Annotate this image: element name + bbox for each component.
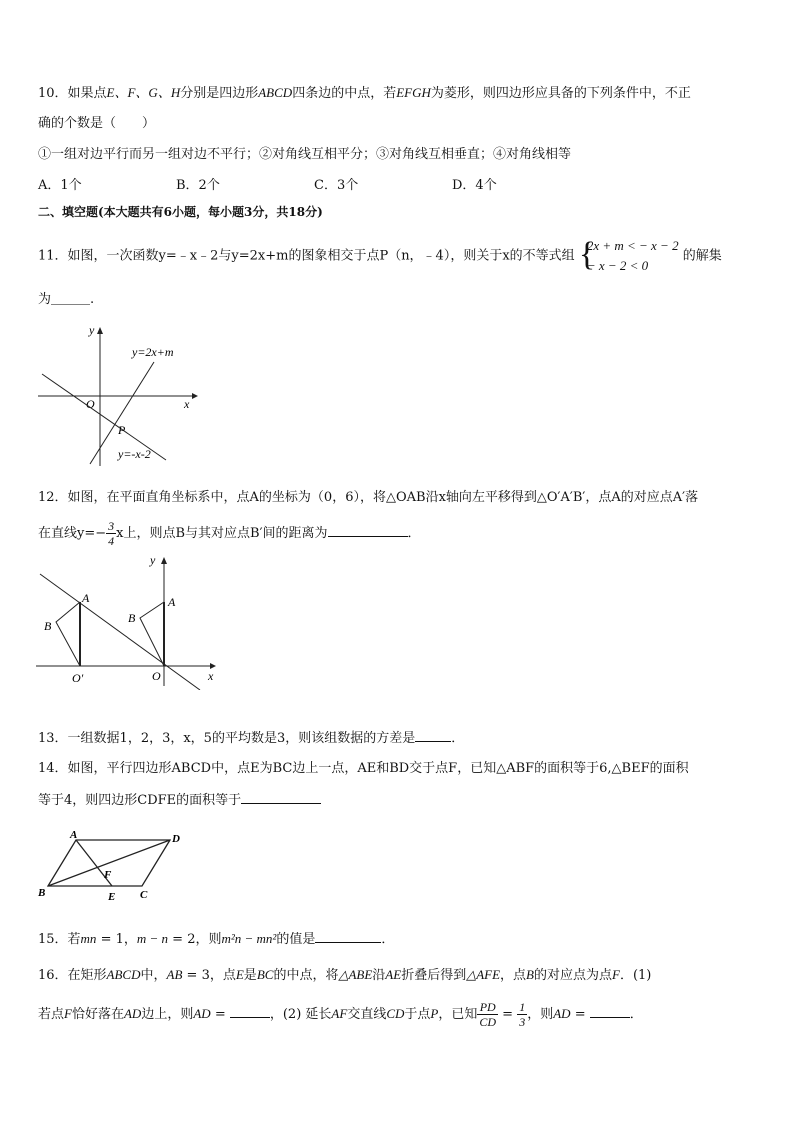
- q14-line1: 14．如图，平行四边形ABCD中，点E为BC边上一点，AE和BD交于点F，已知△ABF的面积等于6,△BEF的面积: [38, 761, 689, 776]
- q13-line: 13．一组数据1，2，3，x，5的平均数是3，则该组数据的方差是 ．: [38, 731, 465, 746]
- q12-point-o1: O′: [72, 671, 84, 685]
- q10-line1: 10．如果点E、F、G、H分别是四边形ABCD四条边的中点，若EFGH为菱形，则四边形应具备的下列条件中，不正: [38, 85, 691, 101]
- q11-graph: [34, 320, 199, 470]
- q14-point-d: D: [172, 833, 180, 845]
- q10-line2: 确的个数是（ ）: [38, 116, 156, 131]
- q11-x-arrow: [192, 393, 198, 399]
- q16-answer-blank-1: [230, 1005, 270, 1018]
- q14-point-a: A: [70, 829, 78, 841]
- q12-point-b1: B: [44, 619, 52, 633]
- q11-line2: 为＿＿＿.: [38, 292, 95, 307]
- q12-point-o: O: [152, 669, 161, 683]
- q12-point-a1: A: [82, 591, 90, 605]
- q10-option-c: C．3个: [314, 178, 359, 193]
- q12-y-arrow: [161, 557, 167, 564]
- q14-parallelogram-figure: [36, 826, 186, 906]
- q10-conditions: ①一组对边平行而另一组对边不平行；②对角线互相平分；③对角线互相垂直；④对角线相等: [38, 147, 572, 162]
- q14-answer-blank: [241, 791, 321, 804]
- q12-fraction: $\frac{3}{4}$: [108, 519, 115, 548]
- q10-option-a: A．1个: [38, 178, 82, 193]
- q11-origin-label: O: [86, 397, 95, 411]
- q12-answer-blank: [328, 524, 408, 537]
- q11-y-arrow: [97, 327, 103, 334]
- q13-answer-blank: [415, 729, 451, 742]
- q11-inequality-system: { 2x + m < − x − 2 − x − 2 < 0: [578, 236, 679, 273]
- q12-line-y34x: [40, 574, 200, 690]
- q11-label-pos: y=2x+m: [132, 345, 174, 359]
- q15-answer-blank: [315, 930, 381, 943]
- q16-answer-blank-2: [590, 1005, 630, 1018]
- q12-y-label: y: [150, 553, 156, 567]
- q16-fraction-one-third: $\frac{1}{3}$: [519, 1000, 526, 1029]
- q14-line2: 等于4，则四边形CDFE的面积等于: [38, 791, 321, 810]
- q14-point-b: B: [38, 887, 46, 899]
- q10-option-b: B．2个: [176, 178, 220, 193]
- q12-line2: 在直线y=− $\frac{3}{4}$ x上，则点B与其对应点B′间的距离为 ．: [38, 519, 421, 548]
- q12-triangle-o1a1b1: [56, 602, 80, 666]
- q12-graph: [34, 550, 219, 690]
- q16-fraction-pd-cd: $\frac{PD}{CD}$: [479, 1000, 497, 1029]
- q11-y-label: y: [89, 323, 95, 337]
- q14-point-c: C: [140, 889, 148, 901]
- q12-line1: 12．如图，在平面直角坐标系中，点A的坐标为（0，6），将△OAB沿x轴向左平移得到△O′A′B′，点A的对应点A′落: [38, 490, 699, 505]
- q16-line1: 16．在矩形ABCD中，AB = 3，点E是BC的中点，将△ABE沿AE折叠后得到△AFE，点B的对应点为点F．(1): [38, 967, 652, 983]
- q11-line1: 11．如图，一次函数y=﹣x﹣2与y=2x+m的图象相交于点P（n，﹣4），则关于x的不等式组 { 2x + m < − x − 2 − x − 2 < 0 的解集: [38, 236, 722, 277]
- q12-x-label: x: [208, 669, 214, 683]
- section-heading-fill-in: 二、填空题(本大题共有6小题，每小题3分，共18分): [38, 205, 323, 219]
- q15-line: 15．若mn = 1，m − n = 2，则m²n − mn²的值是 ．: [38, 931, 395, 947]
- q10-option-d: D．4个: [452, 178, 497, 193]
- q14-point-f: F: [104, 869, 112, 881]
- q16-line2: 若点F恰好落在AD边上，则AD = ，(2) 延长AF交直线CD于点P，已知 $\frac{PD}{CD}$ = $\frac{1}{3}$ ，则AD = ．: [38, 1000, 643, 1029]
- q12-point-a: A: [168, 595, 176, 609]
- q12-triangle-oab: [140, 602, 164, 666]
- q14-point-e: E: [108, 891, 116, 903]
- q11-x-label: x: [184, 397, 190, 411]
- q11-label-neg: y=-x-2: [118, 447, 151, 461]
- q11-point-p: P: [118, 423, 126, 437]
- q12-point-b: B: [128, 611, 136, 625]
